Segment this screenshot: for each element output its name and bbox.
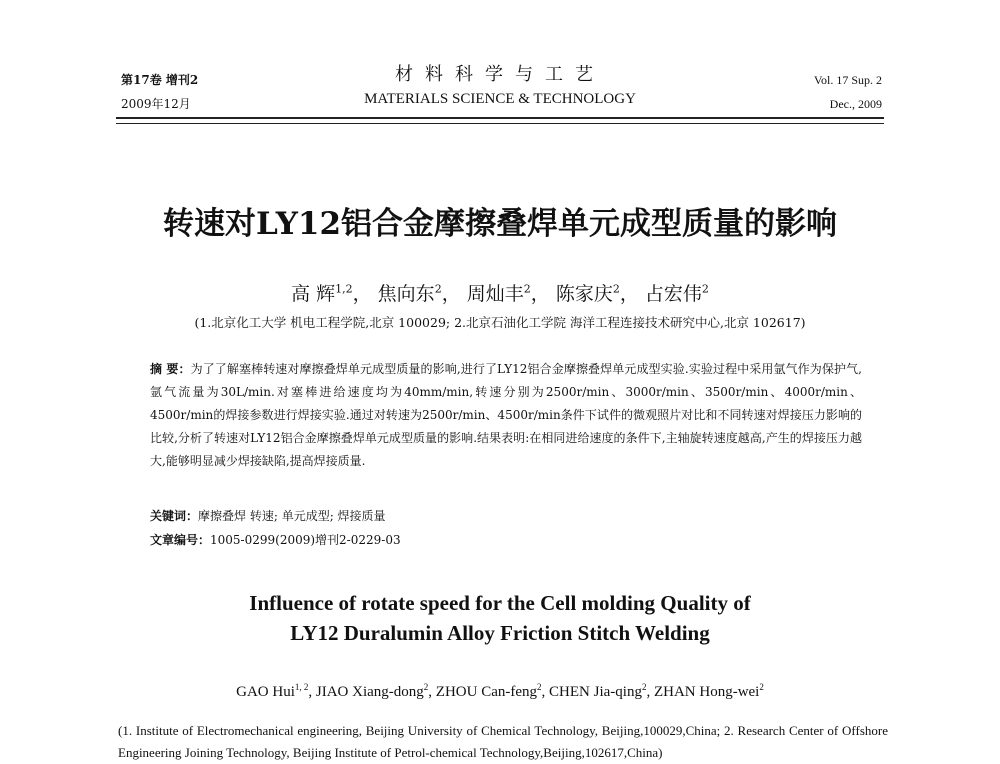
header-right xyxy=(814,68,882,116)
article-id-label: 文章编号： xyxy=(150,533,211,547)
date-cn: 2009年12月 xyxy=(121,97,191,111)
header-rule-thick xyxy=(116,117,884,119)
volume-cn: 第17卷 增刊2 xyxy=(121,73,199,87)
author-cn: 周灿丰$^2$， xyxy=(466,283,550,306)
author-en: ZHAN Hong-wei$^2$ xyxy=(653,682,764,700)
authors-cn xyxy=(0,276,1000,308)
title-en-line2: LY12 Duralumin Alloy Friction Stitch Welding xyxy=(290,621,710,645)
paper-title-en xyxy=(0,588,1000,648)
volume-en: Vol. 17 Sup. 2 xyxy=(813,73,882,87)
author-en: CHEN Jia-qing$^2$, xyxy=(549,682,654,700)
header-rule-thin xyxy=(116,123,884,124)
affiliation-en: (1. Institute of Electromechanical engineering, Beijing University of Chemical Technology, Beijing,100029,China; 2. Research Center of Offshore Engineering Joining Technology, Beijing Institute of Petrol-chemical Technology,Beijing,102617,China) xyxy=(118,723,888,760)
author-en: ZHOU Can-feng$^2$, xyxy=(435,682,550,700)
affiliation-cn: (1.北京化工大学 机电工程学院,北京 100029; 2.北京石油化工学院 海洋工程连接技术研究中心,北京 102617) xyxy=(194,315,806,330)
keywords-cn xyxy=(150,506,862,526)
abstract-cn xyxy=(150,358,862,473)
keywords-text: 摩擦叠焊 转速; 单元成型; 焊接质量 xyxy=(198,509,386,523)
article-id xyxy=(150,530,862,550)
author-en: JIAO Xiang-dong$^2$, xyxy=(315,682,436,700)
author-cn: 占宏伟$^2$ xyxy=(644,283,709,306)
keywords-label: 关键词： xyxy=(150,509,199,523)
abstract-label: 摘 要： xyxy=(150,362,191,376)
author-en: GAO Hui$^{1, 2}$, xyxy=(236,682,316,700)
abstract-text: 为了了解塞棒转速对摩擦叠焊单元成型质量的影响,进行了LY12铝合金摩擦叠焊单元成型实验.实验过程中采用氩气作为保护气,氩气流量为30L/min.对塞棒进给速度均为40mm/min,转速分别为2500r/min、3000r/min、3500r/min、4000r/min、4500r/min的焊接参数进行焊接实验.通过对转速为2500r/min、4500r/min条件下试件的微观照片对比和不同转速对焊接压力影响的比较,分析了转速对LY12铝合金摩擦叠焊单元成型质量的影响.结果表明:在相同进给速度的条件下,主轴旋转速度越高,产生的焊接压力越大,能够明显减少焊接缺陷,提高焊接质量. xyxy=(150,362,862,468)
title-en-line1: Influence of rotate speed for the Cell molding Quality of xyxy=(249,591,751,615)
paper-title-cn: 转速对LY12铝合金摩擦叠焊单元成型质量的影响 xyxy=(162,206,838,242)
author-cn: 陈家庆$^2$， xyxy=(555,283,639,306)
journal-name-cn: 材料科学与工艺 xyxy=(395,64,605,85)
journal-name-en: MATERIALS SCIENCE & TECHNOLOGY xyxy=(364,91,636,107)
authors-en xyxy=(0,676,1000,703)
author-cn: 高 辉$^{1,2}$， xyxy=(291,283,372,306)
date-en: Dec., 2009 xyxy=(829,97,882,111)
author-cn: 焦向东$^2$， xyxy=(377,283,461,306)
article-id-text: 1005-0299(2009)增刊2-0229-03 xyxy=(210,533,401,547)
